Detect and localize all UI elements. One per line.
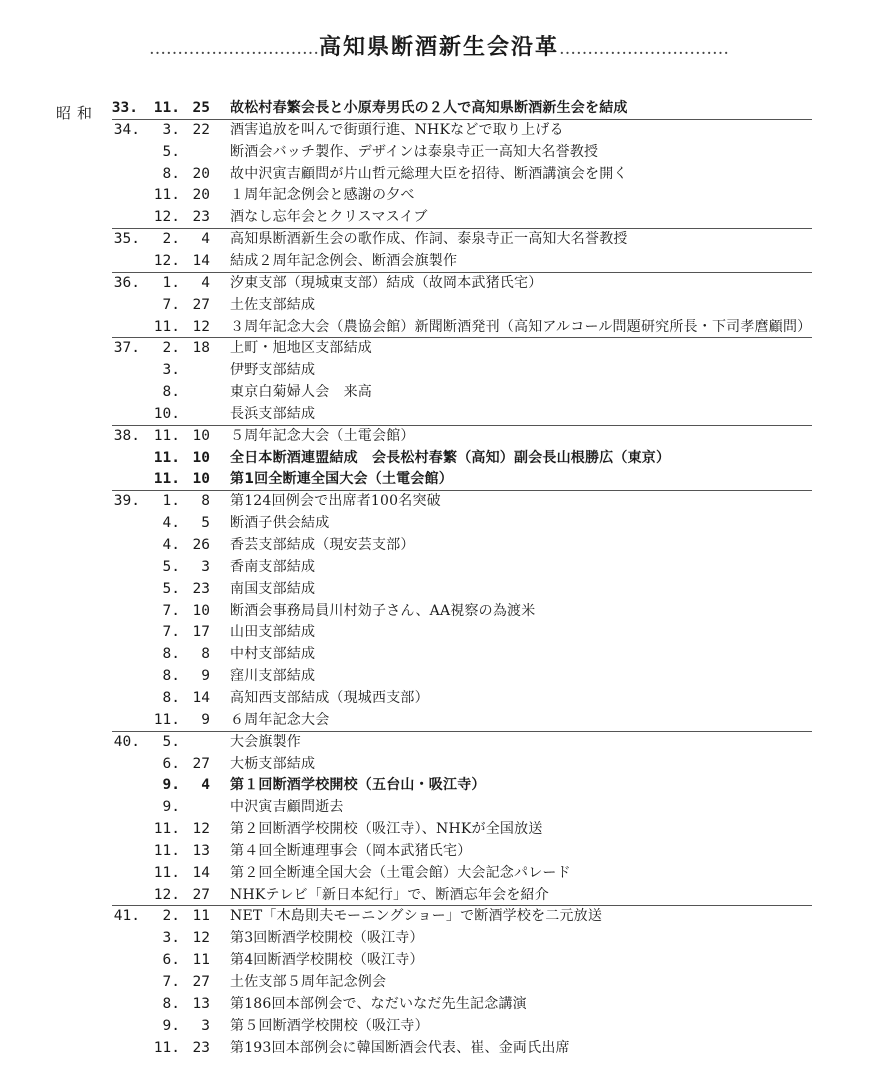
row-event: 香南支部結成 bbox=[230, 558, 316, 575]
timeline-row bbox=[0, 862, 878, 884]
row-day: 13 bbox=[192, 995, 210, 1012]
era-label: 昭和 bbox=[56, 104, 99, 122]
row-event: 大会旗製作 bbox=[230, 733, 301, 750]
timeline-row bbox=[0, 250, 878, 272]
row-month: 11. bbox=[153, 100, 180, 116]
timeline-row bbox=[0, 687, 878, 709]
timeline-row bbox=[0, 709, 878, 731]
timeline-row bbox=[0, 447, 878, 469]
timeline-row bbox=[0, 228, 878, 250]
row-day: 4 bbox=[201, 777, 210, 794]
row-event: 第１回断酒学校開校（五台山・吸江寺） bbox=[230, 777, 486, 794]
row-month: 7. bbox=[162, 974, 180, 990]
row-event: 中村支部結成 bbox=[230, 646, 316, 663]
row-month: 11. bbox=[153, 427, 180, 444]
timeline-row bbox=[0, 206, 878, 228]
row-day: 10 bbox=[192, 427, 210, 444]
row-event: 断酒会事務局員川村効子さん、AA視察の為渡米 bbox=[230, 602, 536, 619]
row-month: 8. bbox=[162, 689, 180, 706]
timeline-row bbox=[0, 556, 878, 578]
title-dots-right: ………………………… bbox=[559, 39, 729, 59]
row-day: 11 bbox=[192, 952, 210, 969]
row-month: 12. bbox=[153, 252, 180, 269]
row-event: 第3回断酒学校開校（吸江寺） bbox=[230, 930, 424, 947]
row-year: 35. bbox=[113, 231, 140, 248]
row-day: 10 bbox=[192, 449, 210, 466]
year-separator-line bbox=[112, 119, 812, 120]
timeline-row bbox=[0, 512, 878, 534]
title-dots-left: ………………………… bbox=[148, 39, 319, 59]
row-month: 4. bbox=[162, 537, 180, 553]
row-day: 25 bbox=[192, 100, 210, 116]
year-separator-line bbox=[112, 490, 812, 491]
row-event: 第５回断酒学校開校（吸江寺） bbox=[230, 1017, 429, 1034]
row-day: 10 bbox=[192, 471, 210, 488]
row-event: 香芸支部結成（現安芸支部） bbox=[230, 537, 415, 553]
row-month: 8. bbox=[162, 646, 180, 663]
row-month: 2. bbox=[162, 231, 180, 248]
row-day: 14 bbox=[192, 864, 210, 881]
row-day: 3 bbox=[201, 558, 210, 575]
row-month: 9. bbox=[162, 799, 180, 816]
row-event: 高知県断酒新生会の歌作成、作詞、泰泉寺正一高知大名誉教授 bbox=[230, 231, 628, 248]
timeline-row bbox=[0, 425, 878, 447]
row-day: 27 bbox=[192, 755, 210, 772]
timeline-row bbox=[0, 796, 878, 818]
row-event: 山田支部結成 bbox=[230, 624, 316, 641]
row-day: 18 bbox=[192, 340, 210, 357]
row-year: 37. bbox=[113, 340, 140, 357]
row-day: 12 bbox=[192, 821, 210, 838]
row-day: 8 bbox=[201, 493, 210, 510]
row-day: 4 bbox=[201, 274, 210, 291]
row-month: 11. bbox=[153, 711, 180, 728]
row-event: 故中沢寅吉顧問が片山哲元総理大臣を招待、断酒講演会を開く bbox=[230, 165, 628, 182]
row-month: 6. bbox=[162, 952, 180, 969]
timeline-row bbox=[0, 468, 878, 490]
timeline-row bbox=[0, 490, 878, 512]
row-month: 3. bbox=[162, 362, 180, 379]
year-separator-line bbox=[112, 731, 812, 732]
row-day: 22 bbox=[192, 121, 210, 138]
row-month: 7. bbox=[162, 602, 180, 619]
row-event: 第４回全断連理事会（岡本武猪氏宅） bbox=[230, 842, 472, 859]
row-day: 13 bbox=[192, 842, 210, 859]
row-day: 10 bbox=[192, 602, 210, 619]
row-event: 大栃支部結成 bbox=[230, 755, 316, 772]
row-event: 第２回断酒学校開校（吸江寺）、NHKが全国放送 bbox=[230, 821, 543, 838]
row-month: 11. bbox=[153, 471, 180, 488]
row-year: 36. bbox=[113, 274, 140, 291]
row-day: 4 bbox=[201, 231, 210, 248]
timeline-row bbox=[0, 621, 878, 643]
row-month: 11. bbox=[153, 864, 180, 881]
row-day: 27 bbox=[192, 886, 210, 903]
row-month: 6. bbox=[162, 755, 180, 772]
timeline-row bbox=[0, 337, 878, 359]
row-day: 9 bbox=[201, 668, 210, 685]
row-year: 41. bbox=[113, 908, 140, 925]
row-year: 34. bbox=[113, 121, 140, 138]
row-event: 結成２周年記念例会、断酒会旗製作 bbox=[230, 252, 458, 269]
row-month: 5. bbox=[162, 143, 180, 160]
row-month: 7. bbox=[162, 296, 180, 313]
row-day: 14 bbox=[192, 252, 210, 269]
timeline-row bbox=[0, 381, 878, 403]
row-event: 長浜支部結成 bbox=[230, 405, 316, 422]
row-event: ３周年記念大会（農協会館）新聞断酒発刊（高知アルコール問題研究所長・下司孝麿顧問） bbox=[230, 318, 812, 335]
timeline-row bbox=[0, 534, 878, 556]
row-event: 上町・旭地区支部結成 bbox=[230, 340, 372, 357]
row-month: 1. bbox=[162, 493, 180, 510]
row-month: 11. bbox=[153, 449, 180, 466]
timeline-row bbox=[0, 141, 878, 163]
row-month: 2. bbox=[162, 340, 180, 357]
row-month: 5. bbox=[162, 558, 180, 575]
row-month: 9. bbox=[162, 1017, 180, 1034]
row-month: 12. bbox=[153, 209, 180, 226]
row-event: ５周年記念大会（土電会館） bbox=[230, 427, 415, 444]
timeline-row bbox=[0, 403, 878, 425]
year-separator-line bbox=[112, 272, 812, 273]
row-month: 11. bbox=[153, 1039, 180, 1056]
row-event: 第124回例会で出席者100名突破 bbox=[230, 493, 441, 510]
timeline-row bbox=[0, 949, 878, 971]
timeline-row bbox=[0, 971, 878, 993]
row-day: 14 bbox=[192, 689, 210, 706]
row-month: 1. bbox=[162, 274, 180, 291]
row-month: 11. bbox=[153, 187, 180, 204]
row-event: 全日本断酒連盟結成 会長松村春繁（高知）副会長山根勝広（東京） bbox=[230, 449, 671, 466]
row-day: 12 bbox=[192, 318, 210, 335]
timeline-row bbox=[0, 184, 878, 206]
row-month: 3. bbox=[162, 930, 180, 947]
row-month: 3. bbox=[162, 121, 180, 138]
timeline-row bbox=[0, 163, 878, 185]
title-text: 高知県断酒新生会沿革 bbox=[318, 34, 559, 60]
row-month: 8. bbox=[162, 165, 180, 182]
year-separator-line bbox=[112, 228, 812, 229]
row-day: 27 bbox=[192, 296, 210, 313]
row-event: 第4回断酒学校開校（吸江寺） bbox=[230, 952, 424, 969]
page-title bbox=[0, 30, 878, 61]
timeline-row bbox=[0, 294, 878, 316]
timeline-row bbox=[0, 97, 878, 119]
row-day: 5 bbox=[201, 515, 210, 532]
row-event: NHKテレビ「新日本紀行」で、断酒忘年会を紹介 bbox=[230, 886, 549, 903]
year-separator-line bbox=[112, 425, 812, 426]
row-event: 東京白菊婦人会 来高 bbox=[230, 384, 372, 401]
row-event: 南国支部結成 bbox=[230, 580, 316, 597]
row-event: 土佐支部結成 bbox=[230, 296, 316, 313]
timeline-row bbox=[0, 753, 878, 775]
row-day: 20 bbox=[192, 165, 210, 182]
row-month: 11. bbox=[153, 842, 180, 859]
row-event: ６周年記念大会 bbox=[230, 711, 330, 728]
timeline-row bbox=[0, 600, 878, 622]
row-event: 酒なし忘年会とクリスマスイブ bbox=[230, 209, 428, 226]
row-event: NET「木島則夫モーニングショー」で断酒学校を二元放送 bbox=[230, 908, 603, 925]
row-month: 5. bbox=[162, 580, 180, 597]
row-year: 39. bbox=[113, 493, 140, 510]
timeline-row bbox=[0, 643, 878, 665]
row-month: 8. bbox=[162, 668, 180, 685]
row-year: 38. bbox=[113, 427, 140, 444]
row-day: 11 bbox=[192, 908, 210, 925]
timeline-row bbox=[0, 927, 878, 949]
timeline-row bbox=[0, 818, 878, 840]
timeline-row bbox=[0, 665, 878, 687]
timeline-row bbox=[0, 316, 878, 338]
row-month: 12. bbox=[153, 886, 180, 903]
row-month: 11. bbox=[153, 318, 180, 335]
timeline-row bbox=[0, 840, 878, 862]
timeline-row bbox=[0, 272, 878, 294]
row-event: 第２回全断連全国大会（土電会館）大会記念パレード bbox=[230, 864, 571, 881]
timeline-row bbox=[0, 905, 878, 927]
row-event: 第193回本部例会に韓国断酒会代表、崔、金両氏出席 bbox=[230, 1039, 570, 1056]
row-year: 33. bbox=[111, 100, 138, 116]
row-day: 23 bbox=[192, 1039, 210, 1056]
row-event: 故松村春繁会長と小原寿男氏の２人で高知県断酒新生会を結成 bbox=[230, 100, 628, 116]
row-event: 第1回全断連全国大会（土電会館） bbox=[230, 471, 453, 488]
row-day: 9 bbox=[201, 711, 210, 728]
timeline-row bbox=[0, 578, 878, 600]
timeline-row bbox=[0, 774, 878, 796]
row-event: 土佐支部５周年記念例会 bbox=[230, 974, 387, 990]
row-day: 12 bbox=[192, 930, 210, 947]
row-day: 17 bbox=[192, 624, 210, 641]
row-day: 27 bbox=[192, 974, 210, 990]
timeline-row bbox=[0, 1015, 878, 1037]
row-month: 4. bbox=[162, 515, 180, 532]
row-day: 26 bbox=[192, 537, 210, 553]
row-event: 中沢寅吉顧問逝去 bbox=[230, 799, 344, 816]
row-event: 窪川支部結成 bbox=[230, 668, 316, 685]
timeline-row bbox=[0, 993, 878, 1015]
row-month: 9. bbox=[162, 777, 180, 794]
timeline-row bbox=[0, 731, 878, 753]
row-day: 20 bbox=[192, 187, 210, 204]
timeline-row bbox=[0, 884, 878, 906]
row-day: 3 bbox=[201, 1017, 210, 1034]
row-day: 8 bbox=[201, 646, 210, 663]
timeline-row bbox=[0, 1037, 878, 1059]
row-event: 高知西支部結成（現城西支部） bbox=[230, 689, 429, 706]
row-day: 23 bbox=[192, 580, 210, 597]
row-event: 断酒会バッチ製作、デザインは泰泉寺正一高知大名誉教授 bbox=[230, 143, 599, 160]
row-month: 8. bbox=[162, 384, 180, 401]
year-separator-line bbox=[112, 905, 812, 906]
row-month: 5. bbox=[162, 733, 180, 750]
row-event: 断酒子供会結成 bbox=[230, 515, 330, 532]
row-month: 11. bbox=[153, 821, 180, 838]
row-event: 伊野支部結成 bbox=[230, 362, 316, 379]
year-separator-line bbox=[112, 337, 812, 338]
row-month: 8. bbox=[162, 995, 180, 1012]
timeline-row bbox=[0, 359, 878, 381]
row-event: 第186回本部例会で、なだいなだ先生記念講演 bbox=[230, 995, 527, 1012]
row-event: 酒害追放を叫んで街頭行進、NHKなどで取り上げる bbox=[230, 121, 564, 138]
row-event: １周年記念例会と感謝の夕べ bbox=[230, 187, 415, 204]
row-month: 2. bbox=[162, 908, 180, 925]
row-month: 7. bbox=[162, 624, 180, 641]
row-month: 10. bbox=[153, 405, 180, 422]
timeline-row bbox=[0, 119, 878, 141]
row-year: 40. bbox=[113, 733, 140, 750]
row-day: 23 bbox=[192, 209, 210, 226]
row-event: 汐東支部（現城東支部）結成（故岡本武猪氏宅） bbox=[230, 274, 543, 291]
